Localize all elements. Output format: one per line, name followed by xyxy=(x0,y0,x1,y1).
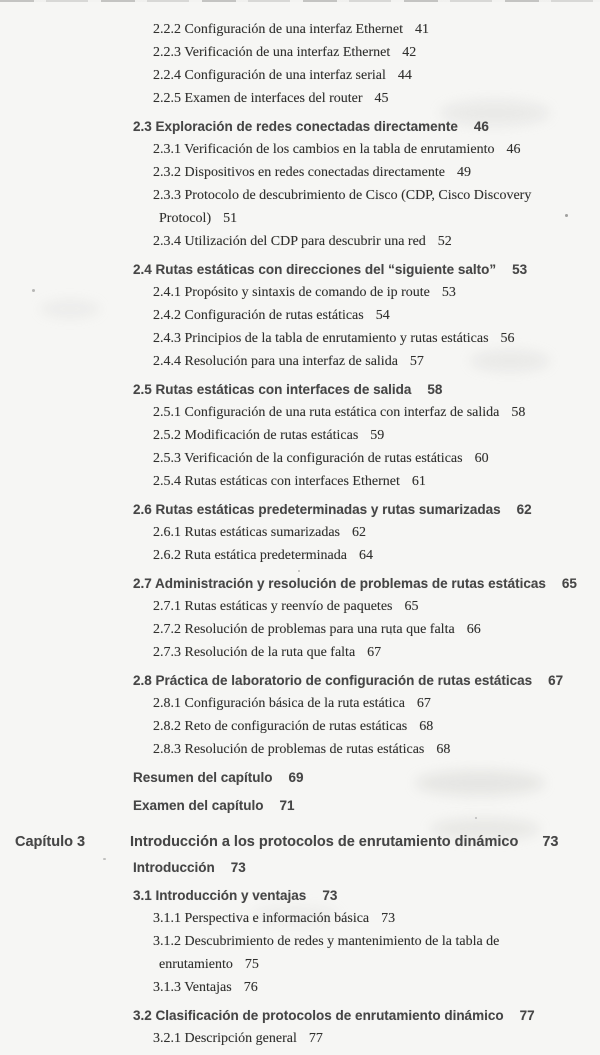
toc-page-number: 75 xyxy=(244,957,259,972)
toc-item xyxy=(0,976,600,999)
toc-entry-text: 2.8 Práctica de laboratorio de configuración de rutas estáticas xyxy=(133,673,533,688)
toc-entry-text: 2.3.2 Dispositivos en redes conectadas directamente xyxy=(153,165,445,180)
toc-item xyxy=(0,350,600,373)
toc-item xyxy=(0,230,600,253)
toc-entry-text: 2.5.3 Verificación de la configuración de rutas estáticas xyxy=(153,451,463,466)
toc-item xyxy=(0,907,600,930)
toc-entry-text: 2.3.4 Utilización del CDP para descubrir una red xyxy=(153,234,426,249)
toc-entry-text: 2.8.3 Resolución de problemas de rutas estáticas xyxy=(153,742,425,757)
toc-page-number: 45 xyxy=(374,91,389,106)
toc-summary-row xyxy=(0,856,600,879)
toc-entry-text: 2.2.3 Verificación de una interfaz Ethernet xyxy=(153,45,391,60)
toc-page-number: 71 xyxy=(279,798,295,813)
toc-summary-row xyxy=(0,766,600,789)
toc-entry-text: 2.3 Exploración de redes conectadas directamente xyxy=(133,119,458,134)
toc-section-header xyxy=(0,572,600,595)
toc-section-header xyxy=(0,1004,600,1027)
toc-page-number: 62 xyxy=(352,525,367,540)
toc-item xyxy=(0,87,600,110)
toc-entry-text: 2.7.2 Resolución de problemas para una ruta que falta xyxy=(153,622,455,637)
toc-item xyxy=(0,1027,600,1050)
toc-entry-text: 3.2.1 Descripción general xyxy=(153,1031,297,1046)
toc-entry-text: 2.8.1 Configuración básica de la ruta estática xyxy=(153,696,405,711)
toc-page-number: 58 xyxy=(511,405,526,420)
toc-item xyxy=(0,692,600,715)
toc-item xyxy=(0,327,600,350)
toc-item xyxy=(0,401,600,424)
toc-item xyxy=(0,161,600,184)
toc-page-number: 65 xyxy=(404,599,419,614)
toc-entry-text: Protocol) xyxy=(159,211,212,226)
toc-page-number: 57 xyxy=(409,354,424,369)
toc-entry-text: 2.4.1 Propósito y sintaxis de comando de ip route xyxy=(153,285,430,300)
toc-entry-text: 3.1.2 Descubrimiento de redes y mantenimiento de la tabla de xyxy=(153,934,500,949)
toc-page-number: 49 xyxy=(456,165,471,180)
toc-entry-text: Examen del capítulo xyxy=(133,798,264,813)
toc-item xyxy=(0,138,600,161)
toc-page-number: 73 xyxy=(230,860,246,875)
toc-entry-text: 2.5.1 Configuración de una ruta estática con interfaz de salida xyxy=(153,405,500,420)
chapter-label: Capítulo 3 xyxy=(15,834,86,850)
toc-section-header xyxy=(0,115,600,138)
toc-entry-text: Introducción xyxy=(133,860,215,875)
toc-entry-text: 2.2.2 Configuración de una interfaz Ethernet xyxy=(153,22,403,37)
toc-item xyxy=(0,304,600,327)
toc-item xyxy=(0,447,600,470)
toc-page-number: 68 xyxy=(436,742,451,757)
toc-entry-text: 2.8.2 Reto de configuración de rutas estáticas xyxy=(153,719,408,734)
toc-page-number: 67 xyxy=(416,696,431,711)
toc-entry-text: enrutamiento xyxy=(159,957,233,972)
toc-page-number: 46 xyxy=(506,142,521,157)
toc-page-number: 53 xyxy=(441,285,456,300)
toc-entry-text: 2.6.2 Ruta estática predeterminada xyxy=(153,548,347,563)
toc-entry-text: 2.2.5 Examen de interfaces del router xyxy=(153,91,363,106)
toc-page-number: 68 xyxy=(419,719,434,734)
toc-item xyxy=(0,64,600,87)
toc-page-number: 73 xyxy=(322,888,338,903)
toc-page-number: 41 xyxy=(414,22,429,37)
toc-page-number: 73 xyxy=(542,834,559,850)
toc-entry-text: 3.2 Clasificación de protocolos de enrutamiento dinámico xyxy=(133,1008,504,1023)
toc-item xyxy=(0,424,600,447)
toc-item xyxy=(0,930,600,976)
toc-page-number: 51 xyxy=(223,211,238,226)
toc-page-number: 67 xyxy=(548,673,564,688)
toc-item xyxy=(0,41,600,64)
toc-summary-row xyxy=(0,794,600,817)
toc-item xyxy=(0,715,600,738)
toc-entry-text: 2.5.2 Modificación de rutas estáticas xyxy=(153,428,359,443)
toc-item xyxy=(0,18,600,41)
toc-entry-text: 2.4 Rutas estáticas con direcciones del “siguiente salto” xyxy=(133,262,497,277)
toc-page-number: 56 xyxy=(500,331,515,346)
toc-entry-continuation xyxy=(153,953,600,976)
toc-page-number: 52 xyxy=(437,234,452,249)
toc-item xyxy=(0,618,600,641)
toc-entry-text: Resumen del capítulo xyxy=(133,770,273,785)
toc-list xyxy=(0,18,600,1050)
toc-page-number: 44 xyxy=(397,68,412,83)
toc-item xyxy=(0,281,600,304)
chapter-title: Introducción a los protocolos de enrutamiento dinámico xyxy=(130,834,519,850)
toc-entry-text: 2.7.1 Rutas estáticas y reenvío de paquetes xyxy=(153,599,393,614)
toc-page-number: 77 xyxy=(308,1031,323,1046)
toc-entry-text: 2.6 Rutas estáticas predeterminadas y rutas sumarizadas xyxy=(133,502,501,517)
toc-entry-text: 2.2.4 Configuración de una interfaz serial xyxy=(153,68,386,83)
toc-entry-text: 2.5.4 Rutas estáticas con interfaces Ethernet xyxy=(153,474,400,489)
toc-section-header xyxy=(0,669,600,692)
toc-entry-text: 3.1.3 Ventajas xyxy=(153,980,232,995)
toc-item xyxy=(0,595,600,618)
toc-entry-text: 2.7.3 Resolución de la ruta que falta xyxy=(153,645,356,660)
toc-page-number: 61 xyxy=(411,474,426,489)
toc-page-number: 69 xyxy=(288,770,304,785)
toc-entry-text: 3.1 Introducción y ventajas xyxy=(133,888,307,903)
toc-section-header xyxy=(0,378,600,401)
toc-section-header xyxy=(0,258,600,281)
toc-entry-continuation xyxy=(153,207,600,230)
toc-entry-text: 2.4.3 Principios de la tabla de enrutamiento y rutas estáticas xyxy=(153,331,489,346)
toc-page-number: 76 xyxy=(243,980,258,995)
toc-item xyxy=(0,641,600,664)
toc-page-number: 58 xyxy=(427,382,443,397)
toc-entry-text: 2.3.3 Protocolo de descubrimiento de Cisco (CDP, Cisco Discovery xyxy=(153,188,532,203)
toc-chapter-row xyxy=(0,831,600,854)
toc-entry-text: 2.6.1 Rutas estáticas sumarizadas xyxy=(153,525,341,540)
toc-page-number: 54 xyxy=(375,308,390,323)
toc-section-header xyxy=(0,498,600,521)
toc-page-number: 46 xyxy=(473,119,489,134)
toc-entry-text: 2.4.2 Configuración de rutas estáticas xyxy=(153,308,364,323)
toc-page-number: 62 xyxy=(516,502,532,517)
toc-entry-text: 2.7 Administración y resolución de problemas de rutas estáticas xyxy=(133,576,546,591)
toc-page-number: 59 xyxy=(370,428,385,443)
toc-item xyxy=(0,738,600,761)
toc-item xyxy=(0,521,600,544)
toc-page-number: 67 xyxy=(367,645,382,660)
toc-item xyxy=(0,184,600,230)
toc-page-number: 53 xyxy=(512,262,528,277)
toc-page-number: 73 xyxy=(381,911,396,926)
toc-page-number: 77 xyxy=(519,1008,535,1023)
toc-section-header xyxy=(0,884,600,907)
toc-page-number: 66 xyxy=(466,622,481,637)
toc-page-number: 42 xyxy=(402,45,417,60)
toc-page-number: 65 xyxy=(561,576,577,591)
toc-entry-text: 2.3.1 Verificación de los cambios en la tabla de enrutamiento xyxy=(153,142,495,157)
toc-entry-text: 2.5 Rutas estáticas con interfaces de salida xyxy=(133,382,412,397)
toc-page-number: 60 xyxy=(474,451,489,466)
toc-item xyxy=(0,470,600,493)
toc-page-number: 64 xyxy=(358,548,373,563)
scan-edge-artifact xyxy=(0,0,600,2)
toc-item xyxy=(0,544,600,567)
toc-entry-text: 3.1.1 Perspectiva e información básica xyxy=(153,911,370,926)
toc-entry-text: 2.4.4 Resolución para una interfaz de salida xyxy=(153,354,398,369)
